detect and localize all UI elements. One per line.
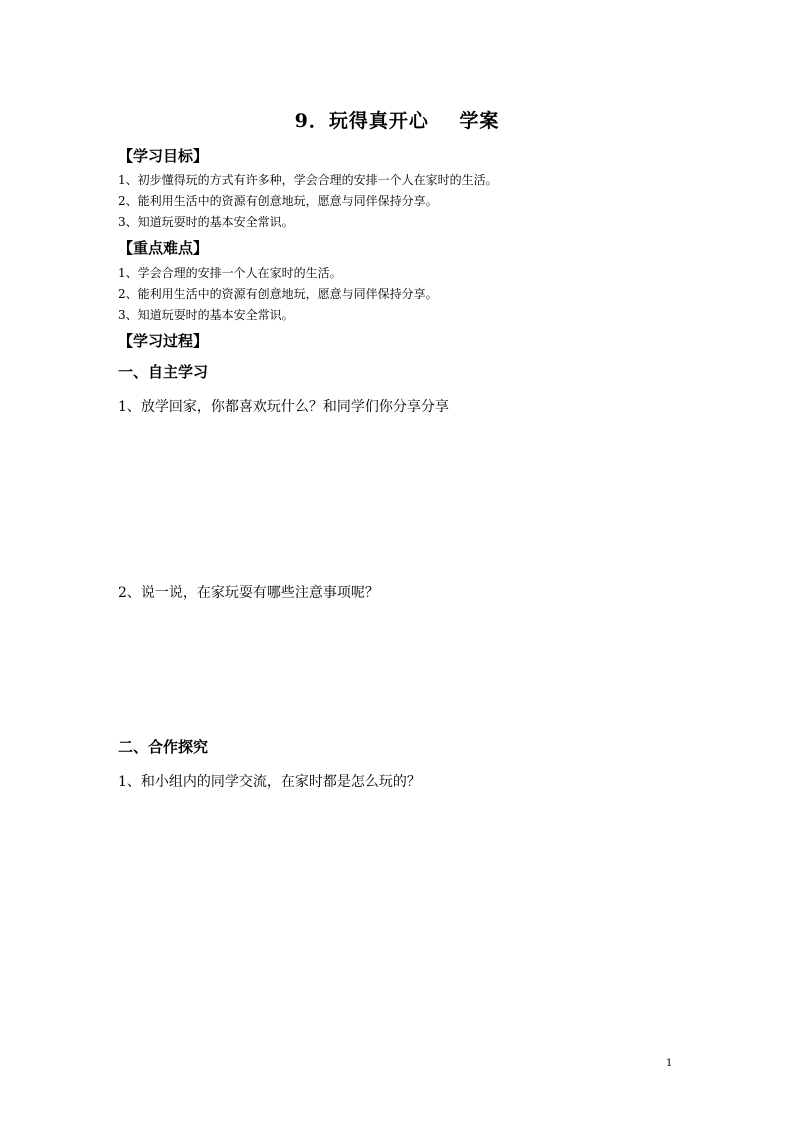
list-item: 2、能利用生活中的资源有创意地玩，愿意与同伴保持分享。 [118, 287, 438, 301]
part1-heading: 一、自主学习 [118, 363, 209, 381]
key-points-list [118, 263, 438, 326]
objectives-list [118, 170, 498, 233]
part2-question-1: 1、和小组内的同学交流，在家时都是怎么玩的？ [118, 774, 421, 790]
part2-heading: 二、合作探究 [118, 738, 209, 756]
document-title: 9．玩得真开心 学案 [294, 110, 500, 132]
list-item: 3、知道玩耍时的基本安全常识。 [118, 308, 294, 322]
list-item: 1、初步懂得玩的方式有许多种，学会合理的安排一个人在家时的生活。 [118, 173, 498, 187]
section-heading-objectives: 【学习目标】 [118, 147, 209, 165]
section-heading-process: 【学习过程】 [118, 332, 209, 350]
section-heading-key-points: 【重点难点】 [118, 239, 209, 257]
part1-question-1: 1、放学回家，你都喜欢玩什么？和同学们你分享分享 [118, 399, 449, 415]
part1-question-2: 2、说一说，在家玩耍有哪些注意事项呢？ [118, 585, 379, 601]
list-item: 2、能利用生活中的资源有创意地玩，愿意与同伴保持分享。 [118, 194, 438, 208]
list-item: 3、知道玩耍时的基本安全常识。 [118, 215, 294, 229]
page-number: 1 [666, 1058, 673, 1069]
list-item: 1、学会合理的安排一个人在家时的生活。 [118, 266, 342, 280]
